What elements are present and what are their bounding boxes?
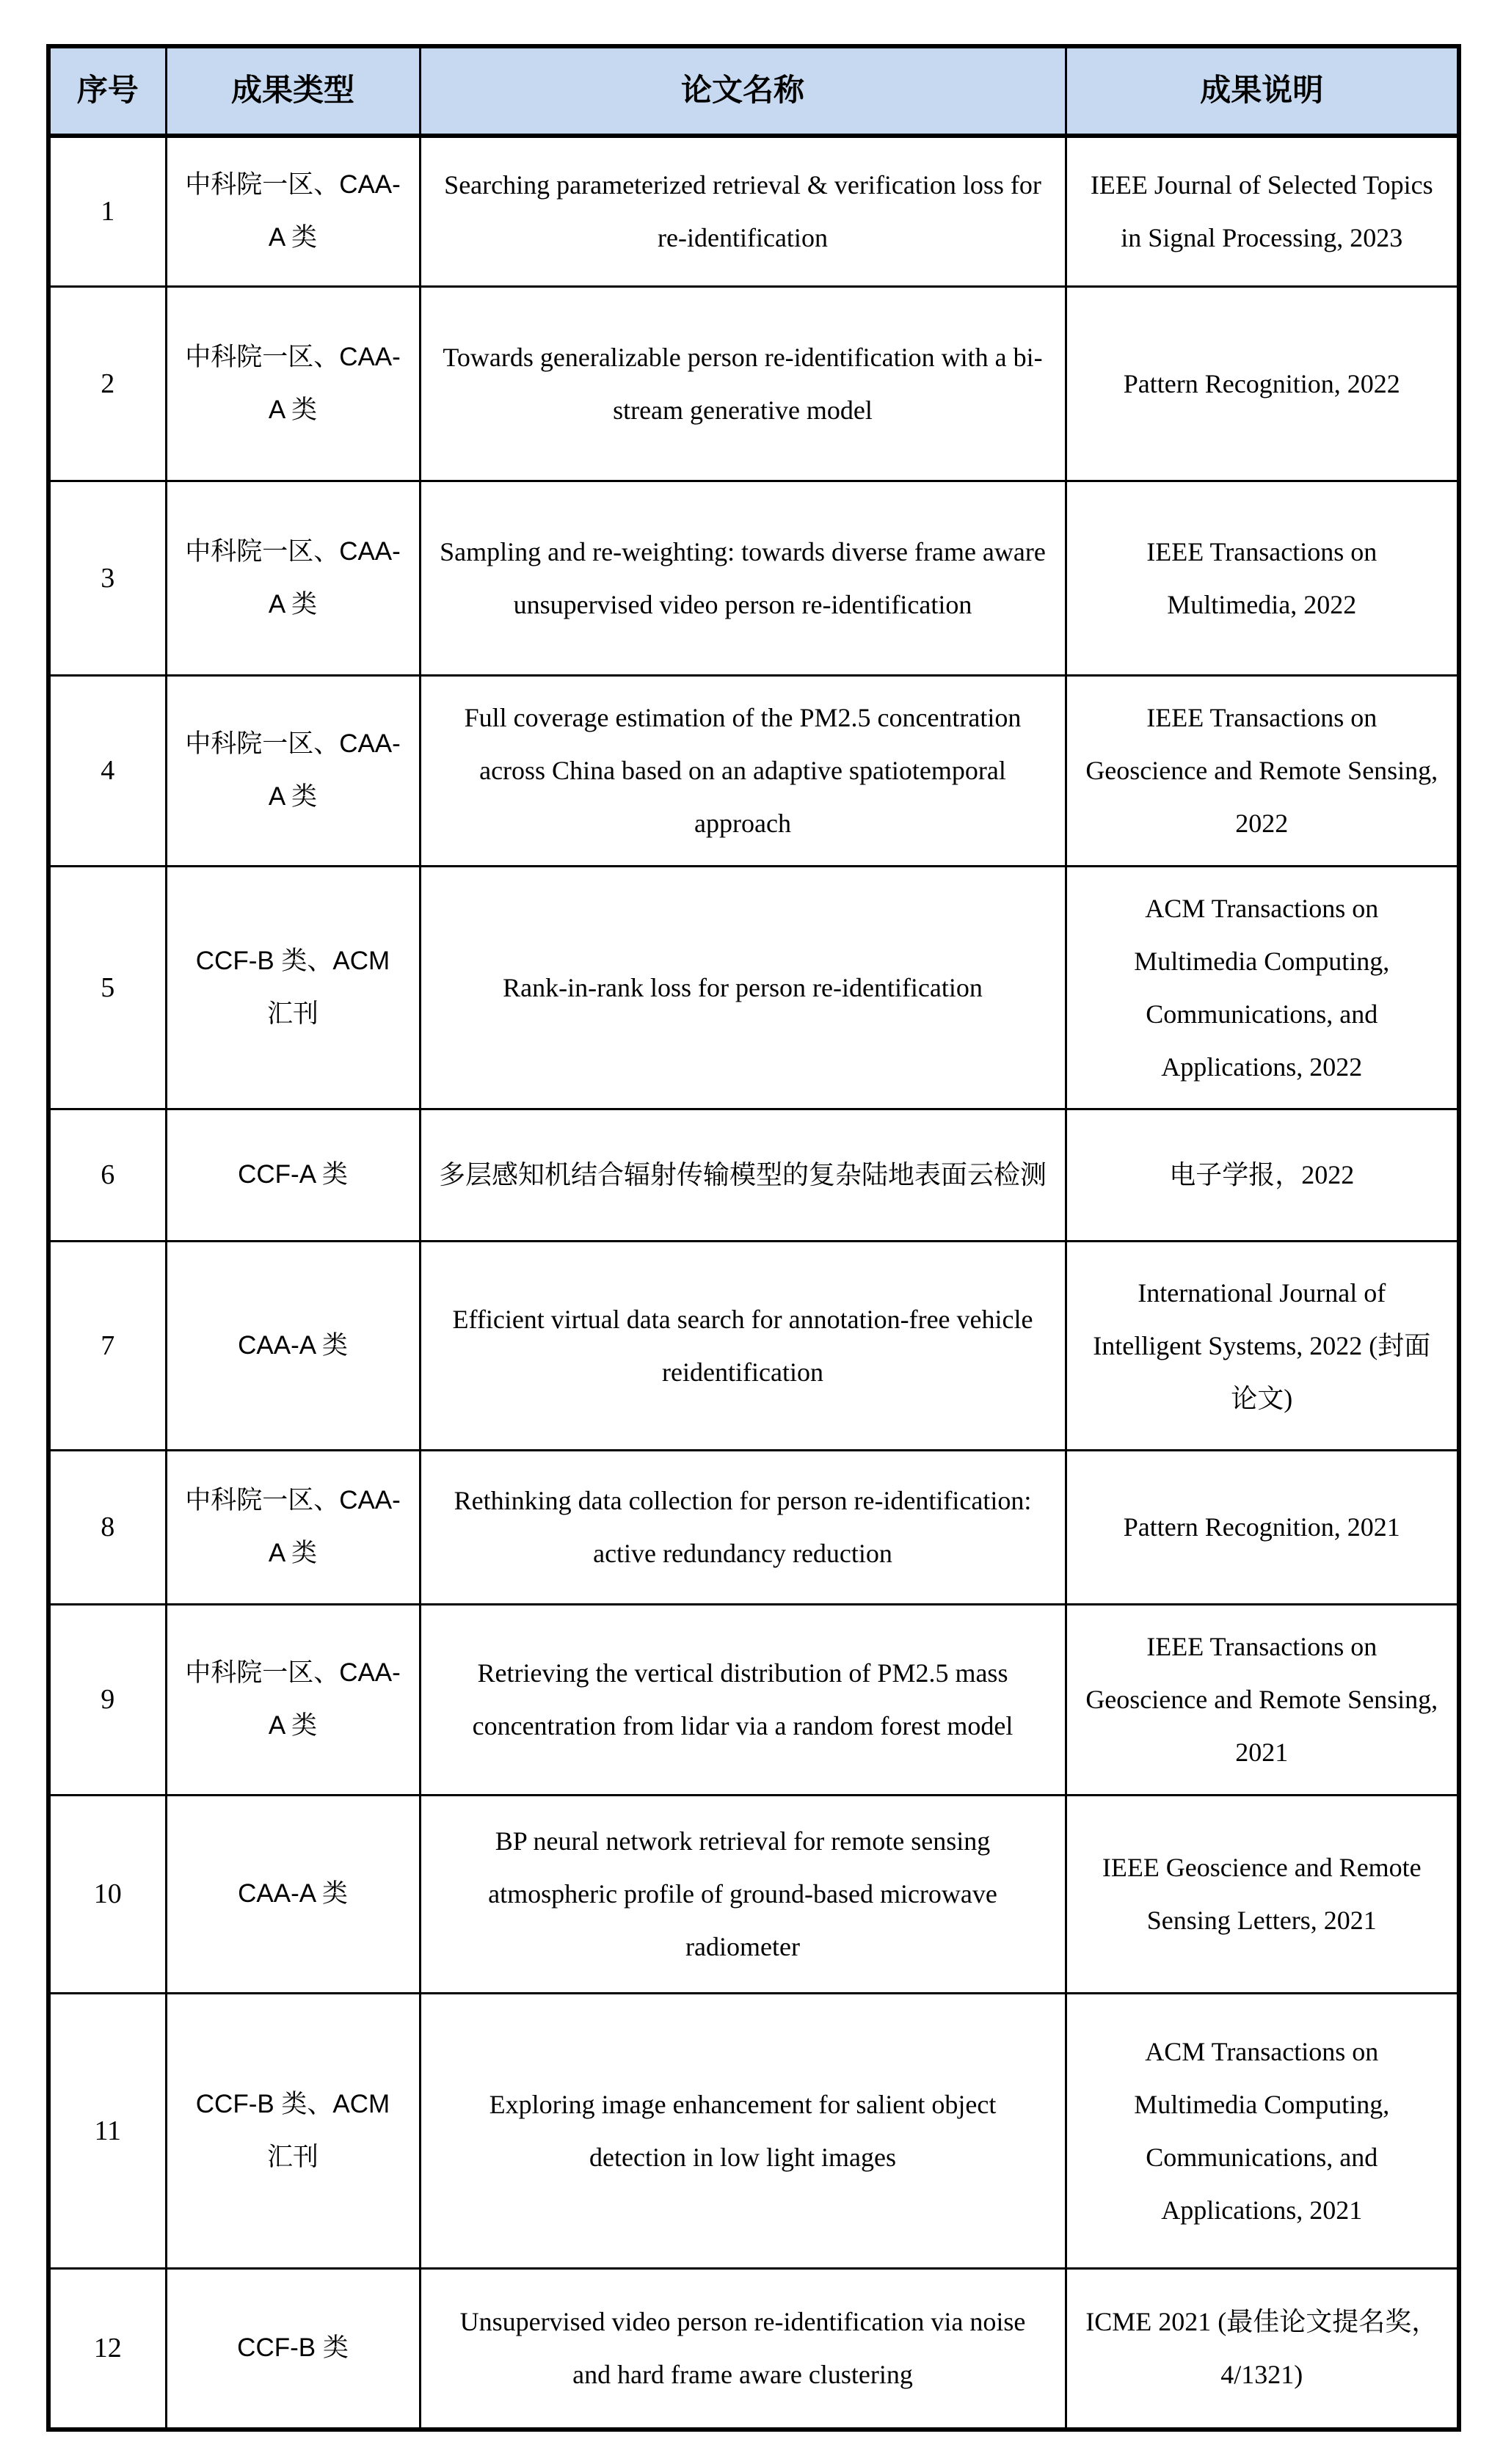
row-index-cell: 11 xyxy=(48,1993,166,2268)
paper-title-cell: Unsupervised video person re-identification via noise and hard frame aware clustering xyxy=(420,2268,1066,2430)
achievement-description-cell: IEEE Journal of Selected Topics in Signal Processing, 2023 xyxy=(1066,136,1459,286)
achievement-type-cell: 中科院一区、CAA-A 类 xyxy=(166,136,420,286)
row-index-cell: 5 xyxy=(48,866,166,1109)
table-row xyxy=(48,286,1459,481)
achievement-type-cell: 中科院一区、CAA-A 类 xyxy=(166,286,420,481)
table-body xyxy=(48,136,1459,2430)
achievement-type-cell: CCF-A 类 xyxy=(166,1109,420,1241)
table-row xyxy=(48,1993,1459,2268)
table-row xyxy=(48,1450,1459,1604)
paper-title-cell: Rethinking data collection for person re-identification: active redundancy reduction xyxy=(420,1450,1066,1604)
table-row xyxy=(48,866,1459,1109)
paper-title-cell: Searching parameterized retrieval & verification loss for re-identification xyxy=(420,136,1066,286)
paper-title-cell: 多层感知机结合辐射传输模型的复杂陆地表面云检测 xyxy=(420,1109,1066,1241)
table-row xyxy=(48,1109,1459,1241)
achievement-description-cell: IEEE Transactions on Multimedia, 2022 xyxy=(1066,481,1459,675)
achievement-description-cell: ACM Transactions on Multimedia Computing, Communications, and Applications, 2022 xyxy=(1066,866,1459,1109)
achievement-description-cell: Pattern Recognition, 2021 xyxy=(1066,1450,1459,1604)
table-row xyxy=(48,481,1459,675)
header-cell-title: 论文名称 xyxy=(420,46,1066,136)
achievement-description-cell: International Journal of Intelligent Systems, 2022 (封面论文) xyxy=(1066,1241,1459,1450)
paper-title-cell: BP neural network retrieval for remote sensing atmospheric profile of ground-based microwave radiometer xyxy=(420,1795,1066,1993)
achievement-description-cell: IEEE Transactions on Geoscience and Remote Sensing, 2022 xyxy=(1066,675,1459,866)
paper-title-cell: Sampling and re-weighting: towards diverse frame aware unsupervised video person re-identification xyxy=(420,481,1066,675)
paper-title-cell: Rank-in-rank loss for person re-identification xyxy=(420,866,1066,1109)
row-index-cell: 7 xyxy=(48,1241,166,1450)
paper-title-cell: Towards generalizable person re-identification with a bi-stream generative model xyxy=(420,286,1066,481)
achievement-type-cell: CCF-B 类、ACM 汇刊 xyxy=(166,866,420,1109)
achievement-description-cell: 电子学报，2022 xyxy=(1066,1109,1459,1241)
table-row xyxy=(48,136,1459,286)
table-row xyxy=(48,675,1459,866)
paper-title-cell: Retrieving the vertical distribution of PM2.5 mass concentration from lidar via a random forest model xyxy=(420,1604,1066,1795)
achievement-type-cell: CAA-A 类 xyxy=(166,1795,420,1993)
row-index-cell: 1 xyxy=(48,136,166,286)
achievement-description-cell: Pattern Recognition, 2022 xyxy=(1066,286,1459,481)
row-index-cell: 6 xyxy=(48,1109,166,1241)
header-cell-type: 成果类型 xyxy=(166,46,420,136)
row-index-cell: 3 xyxy=(48,481,166,675)
table-row xyxy=(48,1241,1459,1450)
achievement-description-cell: IEEE Geoscience and Remote Sensing Letters, 2021 xyxy=(1066,1795,1459,1993)
header-cell-desc: 成果说明 xyxy=(1066,46,1459,136)
achievement-type-cell: CCF-B 类 xyxy=(166,2268,420,2430)
table-row xyxy=(48,1604,1459,1795)
paper-title-cell: Full coverage estimation of the PM2.5 concentration across China based on an adaptive spatiotemporal approach xyxy=(420,675,1066,866)
paper-title-cell: Exploring image enhancement for salient object detection in low light images xyxy=(420,1993,1066,2268)
achievement-type-cell: CAA-A 类 xyxy=(166,1241,420,1450)
header-row xyxy=(48,46,1459,136)
row-index-cell: 12 xyxy=(48,2268,166,2430)
table-row xyxy=(48,2268,1459,2430)
achievement-description-cell: ICME 2021 (最佳论文提名奖，4/1321) xyxy=(1066,2268,1459,2430)
table-header xyxy=(48,46,1459,136)
achievement-description-cell: ACM Transactions on Multimedia Computing, Communications, and Applications, 2021 xyxy=(1066,1993,1459,2268)
row-index-cell: 9 xyxy=(48,1604,166,1795)
row-index-cell: 2 xyxy=(48,286,166,481)
header-cell-no: 序号 xyxy=(48,46,166,136)
achievement-description-cell: IEEE Transactions on Geoscience and Remote Sensing, 2021 xyxy=(1066,1604,1459,1795)
row-index-cell: 8 xyxy=(48,1450,166,1604)
paper-title-cell: Efficient virtual data search for annotation-free vehicle reidentification xyxy=(420,1241,1066,1450)
achievement-type-cell: 中科院一区、CAA-A 类 xyxy=(166,675,420,866)
publications-table xyxy=(46,44,1461,2432)
table-row xyxy=(48,1795,1459,1993)
row-index-cell: 4 xyxy=(48,675,166,866)
achievement-type-cell: 中科院一区、CAA-A 类 xyxy=(166,1604,420,1795)
achievement-type-cell: CCF-B 类、ACM 汇刊 xyxy=(166,1993,420,2268)
publications-table-container xyxy=(46,44,1457,2432)
achievement-type-cell: 中科院一区、CAA-A 类 xyxy=(166,481,420,675)
row-index-cell: 10 xyxy=(48,1795,166,1993)
achievement-type-cell: 中科院一区、CAA-A 类 xyxy=(166,1450,420,1604)
